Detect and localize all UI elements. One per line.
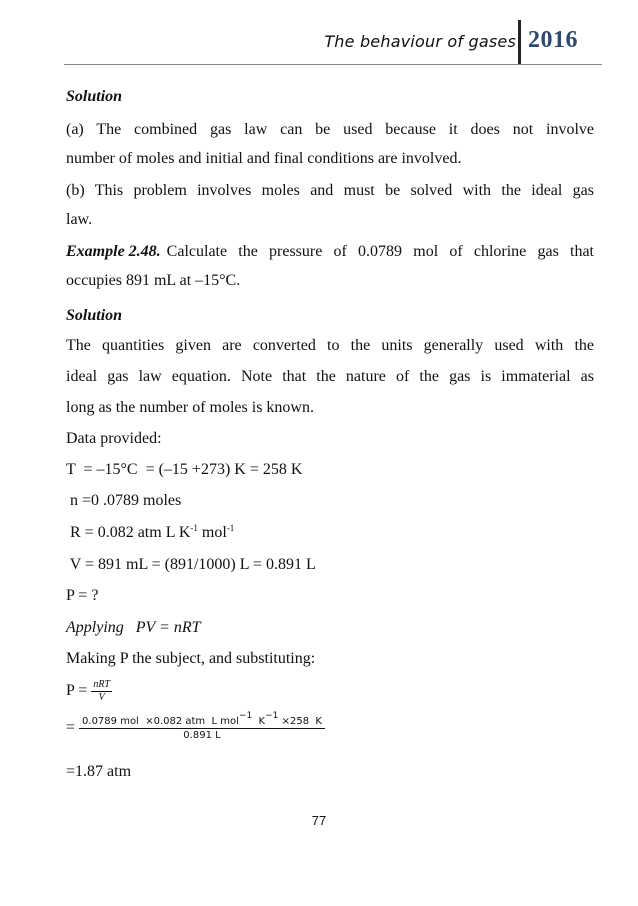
part-a-line-1: (a) The combined gas law can be used because it does not involve bbox=[66, 121, 594, 138]
intro-line-2: ideal gas law equation. Note that the nature of the gas is immaterial as bbox=[66, 368, 594, 385]
example-text: Calculate the pressure of 0.0789 mol of chlorine gas that bbox=[166, 243, 594, 260]
formula-numerator: nRT bbox=[93, 678, 110, 690]
page-number: 77 bbox=[311, 813, 327, 828]
substitution-numerator bbox=[79, 710, 325, 729]
volume-line: V = 891 mL = (891/1000) L = 0.891 L bbox=[66, 556, 316, 573]
formula-line bbox=[66, 677, 112, 705]
gas-constant-main: R = 0.082 atm L K bbox=[66, 524, 191, 541]
making-subject-line: Making P the subject, and substituting: bbox=[66, 650, 316, 667]
header-year: 2016 bbox=[528, 27, 578, 53]
gas-constant-line bbox=[66, 523, 234, 543]
substitution-fraction bbox=[79, 710, 325, 742]
moles-line: n =0 .0789 moles bbox=[66, 492, 182, 509]
gas-constant-mid: mol bbox=[197, 524, 227, 541]
header-divider bbox=[518, 20, 521, 64]
header-title: The behaviour of gases bbox=[324, 32, 516, 51]
gas-constant-k-exponent: -1 bbox=[190, 523, 198, 533]
part-b-line-2: law. bbox=[66, 211, 93, 228]
temperature-line: T = –15°C = (–15 +273) K = 258 K bbox=[66, 461, 303, 478]
substitution-numerator-part-c: ×258 K bbox=[278, 715, 322, 727]
substitution-k-exponent: −1 bbox=[265, 710, 279, 721]
intro-line-3: long as the number of moles is known. bbox=[66, 399, 314, 416]
page-header bbox=[64, 20, 602, 64]
substitution-line bbox=[66, 710, 325, 743]
part-a-line-2: number of moles and initial and final conditions are involved. bbox=[66, 150, 462, 167]
substitution-numerator-part-b: K bbox=[252, 715, 266, 727]
solution-heading-2: Solution bbox=[66, 307, 123, 324]
formula-lhs: P = bbox=[66, 682, 92, 699]
formula-fraction bbox=[91, 679, 112, 704]
example-label: Example 2.48. bbox=[66, 243, 161, 260]
applying-label: Applying bbox=[66, 619, 124, 636]
applying-equation: PV = nRT bbox=[135, 619, 201, 636]
data-provided-label: Data provided: bbox=[66, 430, 162, 447]
part-b-line-1: (b) This problem involves moles and must be solved with the ideal gas bbox=[66, 182, 594, 199]
applying-line bbox=[66, 618, 201, 638]
intro-line-1: The quantities given are converted to the units generally used with the bbox=[66, 337, 594, 354]
gas-constant-mol-exponent: -1 bbox=[226, 523, 235, 533]
formula-denominator: V bbox=[98, 691, 105, 703]
result-line: =1.87 atm bbox=[66, 763, 132, 780]
example-line-2: occupies 891 mL at –15°C. bbox=[66, 272, 241, 289]
substitution-mol-exponent: −1 bbox=[238, 710, 253, 721]
substitution-denominator: 0.891 L bbox=[183, 729, 221, 741]
substitution-numerator-part-a: 0.0789 mol ×0.082 atm L mol bbox=[82, 715, 239, 727]
header-rule bbox=[64, 64, 602, 65]
example-line-1 bbox=[66, 242, 594, 262]
solution-heading-1: Solution bbox=[66, 88, 123, 105]
substitution-equals: = bbox=[66, 719, 80, 736]
pressure-unknown-line: P = ? bbox=[66, 587, 99, 604]
